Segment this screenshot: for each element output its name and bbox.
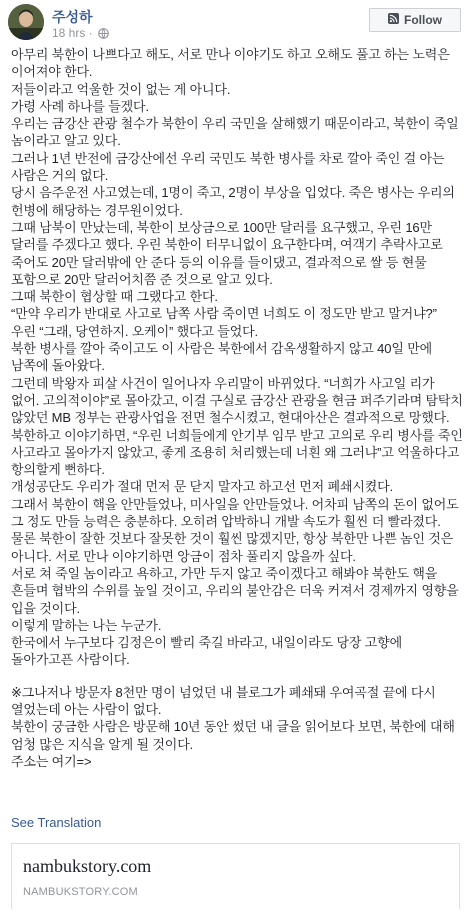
post-paragraph: 그때 남북이 만났는데, 북한이 보상금으로 100만 달러를 요구했고, 우린 16만 달러를 주겠다고 했다. 우린 북한이 터무니없이 요구한다며, 여객기 추락사고로 죽어도 20만 달러밖에 안 준다 등의 이유를 들이댔고, 결과적으로 쌀 등 현물 포함으로 20만 달러어치쯤 준 것으로 알고 있다.: [11, 219, 443, 287]
link-preview-title: nambukstory.com: [23, 856, 152, 876]
post-paragraph: 가령 사례 하나를 들겠다.: [11, 98, 149, 114]
post-paragraph: 이렇게 말하는 나는 누군가.: [11, 617, 162, 633]
post-paragraph: “만약 우리가 반대로 사고로 남쪽 사람 죽이면 너희도 이 정도만 받고 말거냐?”: [11, 306, 437, 322]
post-paragraph: 당시 음주운전 사고였는데, 1명이 죽고, 2명이 부상을 입었다. 죽은 병사는 우리의 헌병에 해당하는 경무원이었다.: [11, 185, 455, 218]
follow-rss-icon: [388, 13, 399, 27]
post-body: [11, 46, 463, 770]
globe-icon: [98, 28, 109, 42]
post-paragraph: 저들이라고 억울한 것이 없는 게 아니다.: [11, 81, 231, 97]
post-header: [0, 0, 471, 44]
profile-avatar[interactable]: [8, 4, 44, 40]
paragraph-gap: [11, 669, 463, 684]
post-footer-paragraph: 주소는 여기=>: [11, 753, 92, 769]
post-paragraph: 서로 쳐 죽일 놈이라고 욕하고, 가만 두지 않고 죽이겠다고 해봐야 북한도 핵을 흔들며 협박의 수위를 높일 것이고, 우리의 불안감은 더욱 커져서 경제까지 영향을 입을 것이다.: [11, 565, 459, 616]
post-paragraph: 그러나 1년 반전에 금강산에선 우리 국민도 북한 병사를 차로 깔아 죽인 걸 아는 사람은 거의 없다.: [11, 150, 445, 184]
post-time[interactable]: 18 hrs ·: [52, 26, 93, 40]
post-paragraph: 북한하고 이야기하면, “우린 너희들에게 안기부 임무 받고 고의로 우리 병사를 죽인 사고라고 몰아가지 않았고, 좋게 조용히 처리했는데 너흰 왜 그러냐”고 억울하다고 항의할게 뻔하다.: [11, 427, 463, 478]
see-translation-link[interactable]: See Translation: [11, 815, 102, 830]
post-paragraph: 한국에서 누구보다 김정은이 빨리 죽길 바라고, 내일이라도 당장 고향에 돌아가고픈 사람이다.: [11, 635, 402, 668]
link-preview-card[interactable]: [11, 843, 460, 909]
author-name[interactable]: 주성하: [52, 9, 93, 25]
post-footer-paragraph: 북한이 궁금한 사람은 방문해 10년 동안 썼던 내 글을 읽어보다 보면, 북한에 대해 엄청 많은 지식을 알게 될 것이다.: [11, 719, 455, 752]
post-paragraph: 그런데 박왕자 피살 사건이 일어나자 우리말이 바뀌었다. “너희가 사고일 리가 없어. 고의적이야”로 몰아갔고, 이걸 구실로 금강산 관광을 현금 퍼주기라며 탐탁치 않았던 MB 정부는 관광사업을 전면 철수시켰고, 현대아산은 결과적으로 망했다.: [11, 375, 463, 426]
link-preview-domain: NAMBUKSTORY.COM: [23, 886, 138, 898]
post-footer-paragraph: ※그나저나 방문자 8천만 명이 넘었던 내 블로그가 폐쇄돼 우여곡절 끝에 다시 열었는데 아는 사람이 없다.: [11, 684, 436, 717]
post-paragraph: 아무리 북한이 나쁘다고 해도, 서로 만나 이야기도 하고 오해도 풀고 하는 노력은 이어져야 한다.: [11, 47, 450, 80]
avatar-image: [8, 4, 44, 40]
post-paragraph: 개성공단도 우리가 절대 먼저 문 닫지 말자고 하고선 먼저 폐쇄시켰다.: [11, 479, 394, 495]
post-meta: [52, 26, 109, 42]
post-paragraph: 우린 “그래, 당연하지. 오케이” 했다고 들었다.: [11, 323, 258, 339]
follow-label: Follow: [404, 13, 442, 27]
post-paragraph: 우리는 금강산 관광 철수가 북한이 우리 국민을 살해했기 때문이라고, 북한이 죽일 놈이라고 알고 있다.: [11, 116, 459, 149]
post-paragraph: 그래서 북한이 핵을 안만들었나, 미사일을 안만들었나. 어차피 남쪽의 돈이 없어도 그 정도 만들 능력은 충분하다. 오히려 압박하니 개발 속도가 훨씬 더 빨라졌다.: [11, 496, 459, 530]
follow-button[interactable]: [369, 8, 461, 32]
post-paragraph: 북한 병사를 깔아 죽이고도 이 사람은 북한에서 감옥생활하지 않고 40일 만에 남쪽에 돌아왔다.: [11, 341, 433, 374]
post-paragraph: 물론 북한이 잘한 것보다 잘못한 것이 훨씬 많겠지만, 항상 북한만 나쁜 놈인 것은 아니다. 서로 만나 이야기하면 앙금이 점차 풀리지 않을까 싶다.: [11, 531, 454, 564]
post-paragraph: 그때 북한이 협상할 때 그랬다고 한다.: [11, 289, 218, 305]
